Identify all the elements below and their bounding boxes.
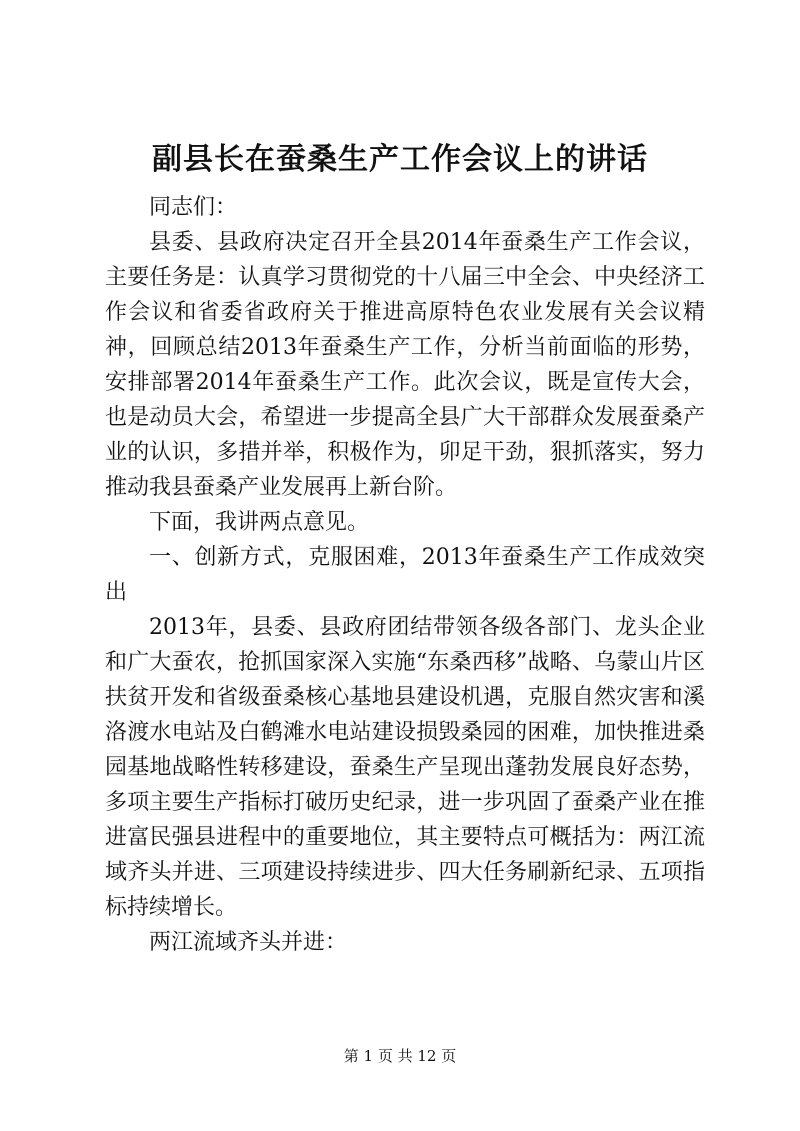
transition-paragraph: 下面，我讲两点意见。 — [149, 510, 370, 535]
document-title: 副县长在蚕桑生产工作会议上的讲话 — [152, 142, 648, 177]
achievement-paragraph: 2013年，县委、县政府团结带领各级各部门、龙头企业和广大蚕农，抢抓国家深入实施“东桑西移”战略、乌蒙山片区扶贫开发和省级蚕桑核心基地县建设机遇，克服自然灾害和溪洛渡水电站及白鹤滩水电站建设损毁桑园的困难，加快推进桑园基地战略性转移建设，蚕桑生产呈现出蓬勃发展良好态势，多项主要生产指标打破历史纪录，进一步巩固了蚕桑产业在推进富民强县进程中的重要地位，其主要特点可概括为：两江流域齐头并进、三项建设持续进步、四大任务刷新纪录、五项指标持续增长。 — [105, 615, 705, 920]
intro-paragraph: 县委、县政府决定召开全县2014年蚕桑生产工作会议，主要任务是：认真学习贯彻党的十八届三中全会、中央经济工作会议和省委省政府关于推进高原特色农业发展有关会议精神，回顾总结2013年蚕桑生产工作，分析当前面临的形势，安排部署2014年蚕桑生产工作。此次会议，既是宣传大会，也是动员大会，希望进一步提高全县广大干部群众发展蚕桑产业的认识，多措并举，积极作为，卯足干劲，狠抓落实，努力推动我县蚕桑产业发展再上新台阶。 — [105, 230, 705, 500]
page-number: 第 1 页 共 12 页 — [343, 1047, 457, 1065]
subsection-heading: 两江流域齐头并进： — [149, 930, 348, 955]
page-footer — [0, 1046, 800, 1066]
section-heading-1: 一、创新方式，克服困难，2013年蚕桑生产工作成效突出 — [105, 545, 705, 605]
document-body — [105, 190, 705, 960]
salutation-paragraph: 同志们： — [149, 195, 238, 220]
